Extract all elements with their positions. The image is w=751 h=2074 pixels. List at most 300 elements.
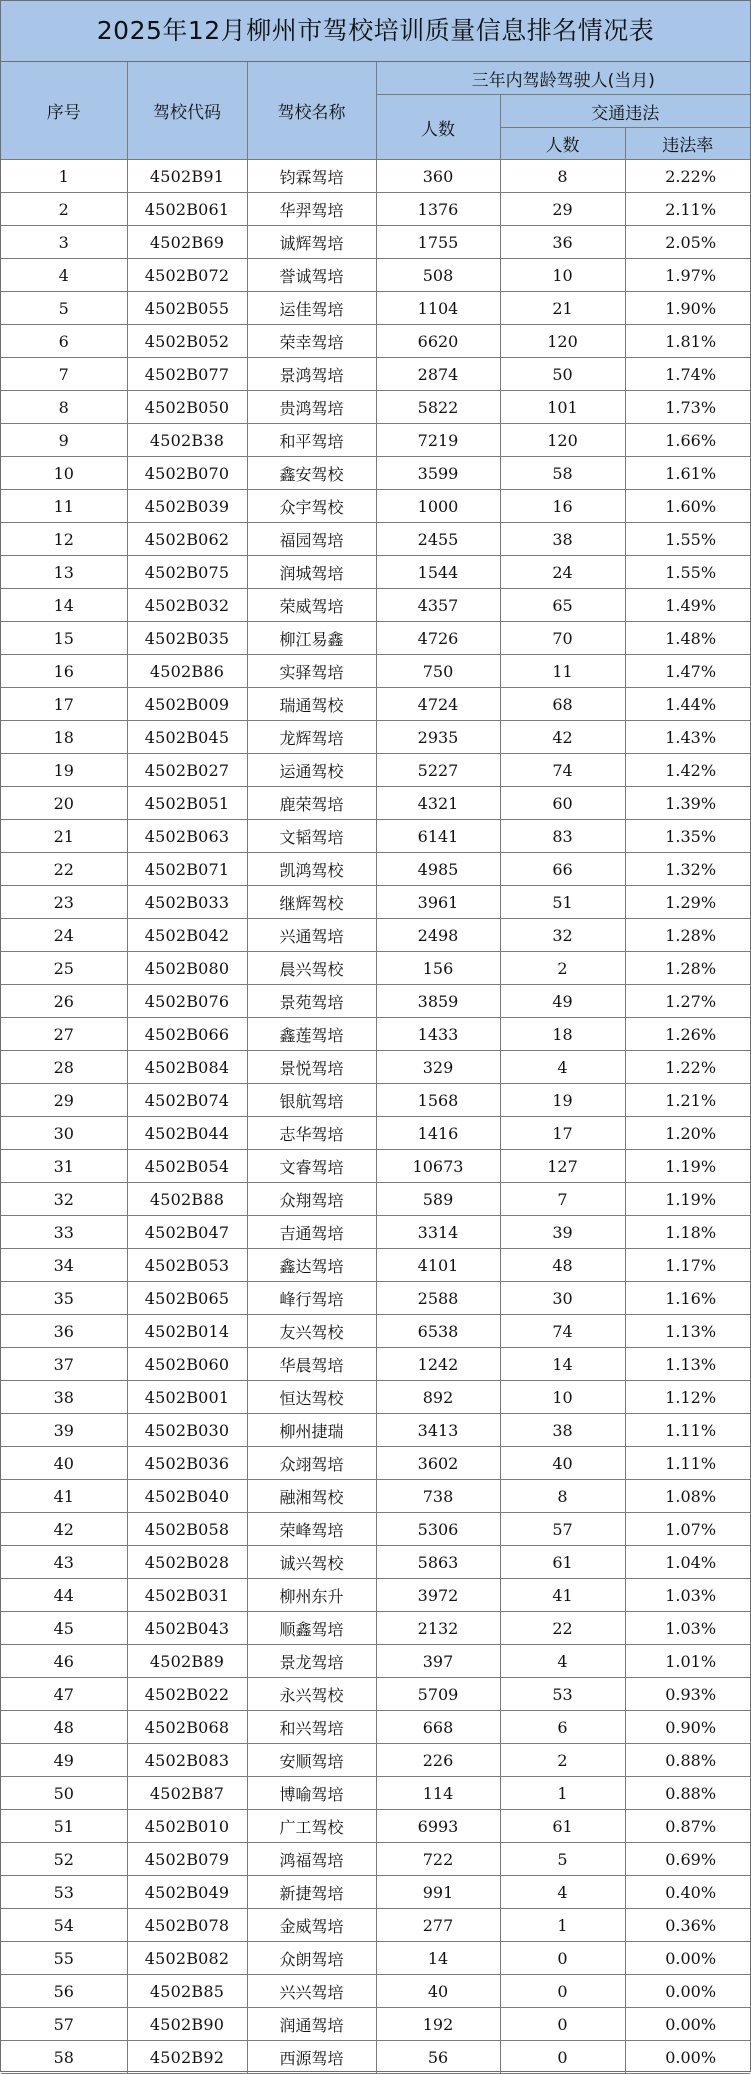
cell-school-code: 4502B072 xyxy=(127,259,247,292)
cell-seq: 16 xyxy=(1,655,127,688)
cell-violation-rate: 1.19% xyxy=(625,1150,750,1183)
cell-school-code: 4502B052 xyxy=(127,325,247,358)
header-driver-count: 人数 xyxy=(376,95,500,160)
cell-driver-count: 1104 xyxy=(376,292,500,325)
cell-school-name: 新捷驾培 xyxy=(247,1876,376,1909)
cell-violation-count: 0 xyxy=(500,1975,625,2008)
cell-school-name: 众翔驾培 xyxy=(247,1183,376,1216)
cell-school-code: 4502B068 xyxy=(127,1711,247,1744)
cell-school-name: 众朗驾培 xyxy=(247,1942,376,1975)
cell-school-code: 4502B080 xyxy=(127,952,247,985)
cell-violation-count: 49 xyxy=(500,985,625,1018)
cell-driver-count: 991 xyxy=(376,1876,500,1909)
cell-school-name: 融湘驾校 xyxy=(247,1480,376,1513)
cell-violation-rate: 1.44% xyxy=(625,688,750,721)
cell-driver-count: 3599 xyxy=(376,457,500,490)
cell-driver-count: 508 xyxy=(376,259,500,292)
header-school-name: 驾校名称 xyxy=(247,62,376,160)
cell-seq: 29 xyxy=(1,1084,127,1117)
cell-driver-count: 5863 xyxy=(376,1546,500,1579)
table-row xyxy=(1,688,750,721)
cell-violation-count: 48 xyxy=(500,1249,625,1282)
cell-driver-count: 1433 xyxy=(376,1018,500,1051)
cell-violation-rate: 2.11% xyxy=(625,193,750,226)
cell-driver-count: 1568 xyxy=(376,1084,500,1117)
cell-violation-count: 32 xyxy=(500,919,625,952)
cell-driver-count: 5227 xyxy=(376,754,500,787)
cell-driver-count: 329 xyxy=(376,1051,500,1084)
cell-driver-count: 4357 xyxy=(376,589,500,622)
cell-violation-count: 57 xyxy=(500,1513,625,1546)
cell-violation-rate: 1.61% xyxy=(625,457,750,490)
table-row xyxy=(1,1942,750,1975)
cell-school-code: 4502B054 xyxy=(127,1150,247,1183)
table-row xyxy=(1,919,750,952)
cell-violation-count: 6 xyxy=(500,1711,625,1744)
cell-seq: 26 xyxy=(1,985,127,1018)
cell-violation-count: 2 xyxy=(500,1744,625,1777)
cell-violation-count: 127 xyxy=(500,1150,625,1183)
cell-school-name: 文睿驾培 xyxy=(247,1150,376,1183)
cell-seq: 33 xyxy=(1,1216,127,1249)
cell-seq: 2 xyxy=(1,193,127,226)
cell-driver-count: 226 xyxy=(376,1744,500,1777)
cell-violation-rate: 1.39% xyxy=(625,787,750,820)
cell-driver-count: 3314 xyxy=(376,1216,500,1249)
cell-driver-count: 156 xyxy=(376,952,500,985)
cell-school-code: 4502B084 xyxy=(127,1051,247,1084)
cell-violation-count: 120 xyxy=(500,424,625,457)
cell-violation-count: 10 xyxy=(500,259,625,292)
cell-school-name: 西源驾培 xyxy=(247,2041,376,2074)
cell-seq: 24 xyxy=(1,919,127,952)
cell-violation-count: 61 xyxy=(500,1810,625,1843)
cell-violation-rate: 1.04% xyxy=(625,1546,750,1579)
cell-seq: 25 xyxy=(1,952,127,985)
cell-school-code: 4502B078 xyxy=(127,1909,247,1942)
table-row xyxy=(1,424,750,457)
cell-school-code: 4502B053 xyxy=(127,1249,247,1282)
cell-school-name: 友兴驾校 xyxy=(247,1315,376,1348)
cell-violation-count: 53 xyxy=(500,1678,625,1711)
cell-violation-count: 83 xyxy=(500,820,625,853)
cell-seq: 18 xyxy=(1,721,127,754)
cell-school-name: 安顺驾培 xyxy=(247,1744,376,1777)
cell-school-name: 鑫安驾校 xyxy=(247,457,376,490)
cell-violation-count: 36 xyxy=(500,226,625,259)
cell-seq: 43 xyxy=(1,1546,127,1579)
cell-driver-count: 3972 xyxy=(376,1579,500,1612)
cell-violation-count: 101 xyxy=(500,391,625,424)
cell-violation-count: 29 xyxy=(500,193,625,226)
cell-driver-count: 1544 xyxy=(376,556,500,589)
cell-school-name: 博喻驾培 xyxy=(247,1777,376,1810)
cell-school-code: 4502B92 xyxy=(127,2041,247,2074)
cell-violation-rate: 0.00% xyxy=(625,2008,750,2041)
cell-school-code: 4502B045 xyxy=(127,721,247,754)
cell-school-name: 峰行驾培 xyxy=(247,1282,376,1315)
cell-violation-count: 38 xyxy=(500,523,625,556)
cell-violation-rate: 1.90% xyxy=(625,292,750,325)
table-row xyxy=(1,1975,750,2008)
cell-driver-count: 6993 xyxy=(376,1810,500,1843)
cell-violation-count: 61 xyxy=(500,1546,625,1579)
cell-school-name: 龙辉驾培 xyxy=(247,721,376,754)
cell-violation-count: 18 xyxy=(500,1018,625,1051)
cell-violation-count: 4 xyxy=(500,1051,625,1084)
cell-school-code: 4502B027 xyxy=(127,754,247,787)
cell-violation-rate: 0.88% xyxy=(625,1777,750,1810)
table-row xyxy=(1,853,750,886)
cell-school-code: 4502B070 xyxy=(127,457,247,490)
cell-school-name: 鸿福驾培 xyxy=(247,1843,376,1876)
cell-seq: 46 xyxy=(1,1645,127,1678)
table-row xyxy=(1,523,750,556)
cell-violation-count: 2 xyxy=(500,952,625,985)
cell-school-code: 4502B87 xyxy=(127,1777,247,1810)
cell-driver-count: 360 xyxy=(376,160,500,193)
cell-violation-count: 19 xyxy=(500,1084,625,1117)
cell-school-code: 4502B033 xyxy=(127,886,247,919)
cell-seq: 28 xyxy=(1,1051,127,1084)
cell-violation-rate: 1.27% xyxy=(625,985,750,1018)
table-row xyxy=(1,952,750,985)
cell-driver-count: 10673 xyxy=(376,1150,500,1183)
cell-school-name: 荣威驾培 xyxy=(247,589,376,622)
cell-driver-count: 738 xyxy=(376,1480,500,1513)
cell-driver-count: 589 xyxy=(376,1183,500,1216)
cell-school-code: 4502B014 xyxy=(127,1315,247,1348)
cell-driver-count: 2588 xyxy=(376,1282,500,1315)
cell-seq: 20 xyxy=(1,787,127,820)
cell-driver-count: 4101 xyxy=(376,1249,500,1282)
cell-violation-rate: 0.87% xyxy=(625,1810,750,1843)
cell-seq: 57 xyxy=(1,2008,127,2041)
cell-school-name: 文韬驾培 xyxy=(247,820,376,853)
cell-violation-rate: 1.55% xyxy=(625,523,750,556)
cell-seq: 38 xyxy=(1,1381,127,1414)
cell-driver-count: 1755 xyxy=(376,226,500,259)
cell-violation-count: 41 xyxy=(500,1579,625,1612)
cell-driver-count: 3859 xyxy=(376,985,500,1018)
cell-violation-count: 30 xyxy=(500,1282,625,1315)
table-row xyxy=(1,457,750,490)
cell-violation-rate: 1.48% xyxy=(625,622,750,655)
cell-seq: 55 xyxy=(1,1942,127,1975)
cell-school-code: 4502B047 xyxy=(127,1216,247,1249)
cell-violation-count: 14 xyxy=(500,1348,625,1381)
cell-seq: 58 xyxy=(1,2041,127,2074)
cell-driver-count: 722 xyxy=(376,1843,500,1876)
cell-seq: 9 xyxy=(1,424,127,457)
table-row xyxy=(1,490,750,523)
table-header xyxy=(1,62,750,160)
cell-violation-count: 24 xyxy=(500,556,625,589)
cell-seq: 53 xyxy=(1,1876,127,1909)
cell-seq: 42 xyxy=(1,1513,127,1546)
table-row xyxy=(1,1051,750,1084)
cell-seq: 44 xyxy=(1,1579,127,1612)
cell-violation-rate: 1.03% xyxy=(625,1612,750,1645)
cell-violation-count: 0 xyxy=(500,1942,625,1975)
cell-violation-count: 74 xyxy=(500,1315,625,1348)
table-row xyxy=(1,655,750,688)
cell-school-name: 和平驾培 xyxy=(247,424,376,457)
cell-driver-count: 750 xyxy=(376,655,500,688)
header-violations: 交通违法 xyxy=(500,95,750,128)
cell-violation-rate: 1.47% xyxy=(625,655,750,688)
table-row xyxy=(1,1117,750,1150)
table-row xyxy=(1,1612,750,1645)
cell-seq: 36 xyxy=(1,1315,127,1348)
cell-seq: 12 xyxy=(1,523,127,556)
cell-driver-count: 4985 xyxy=(376,853,500,886)
cell-driver-count: 4726 xyxy=(376,622,500,655)
cell-school-code: 4502B063 xyxy=(127,820,247,853)
cell-school-name: 兴通驾培 xyxy=(247,919,376,952)
cell-seq: 30 xyxy=(1,1117,127,1150)
cell-driver-count: 3961 xyxy=(376,886,500,919)
page-title: 2025年12月柳州市驾校培训质量信息排名情况表 xyxy=(1,1,750,62)
cell-seq: 56 xyxy=(1,1975,127,2008)
table-row xyxy=(1,1018,750,1051)
table-row xyxy=(1,820,750,853)
cell-school-code: 4502B030 xyxy=(127,1414,247,1447)
cell-seq: 15 xyxy=(1,622,127,655)
cell-driver-count: 7219 xyxy=(376,424,500,457)
cell-school-name: 鑫达驾培 xyxy=(247,1249,376,1282)
cell-driver-count: 5822 xyxy=(376,391,500,424)
cell-driver-count: 2132 xyxy=(376,1612,500,1645)
cell-driver-count: 1242 xyxy=(376,1348,500,1381)
cell-school-code: 4502B079 xyxy=(127,1843,247,1876)
cell-driver-count: 1416 xyxy=(376,1117,500,1150)
cell-school-code: 4502B074 xyxy=(127,1084,247,1117)
cell-violation-count: 8 xyxy=(500,160,625,193)
table-row xyxy=(1,1546,750,1579)
cell-violation-rate: 1.13% xyxy=(625,1315,750,1348)
cell-seq: 27 xyxy=(1,1018,127,1051)
cell-violation-rate: 1.60% xyxy=(625,490,750,523)
cell-school-code: 4502B058 xyxy=(127,1513,247,1546)
cell-school-name: 继辉驾校 xyxy=(247,886,376,919)
cell-seq: 17 xyxy=(1,688,127,721)
cell-violation-count: 21 xyxy=(500,292,625,325)
cell-school-code: 4502B062 xyxy=(127,523,247,556)
table-row xyxy=(1,259,750,292)
cell-school-name: 景苑驾培 xyxy=(247,985,376,1018)
cell-violation-rate: 1.11% xyxy=(625,1414,750,1447)
cell-school-code: 4502B88 xyxy=(127,1183,247,1216)
cell-school-name: 荣峰驾培 xyxy=(247,1513,376,1546)
table-row xyxy=(1,1414,750,1447)
cell-seq: 10 xyxy=(1,457,127,490)
cell-driver-count: 2935 xyxy=(376,721,500,754)
cell-violation-count: 42 xyxy=(500,721,625,754)
cell-driver-count: 192 xyxy=(376,2008,500,2041)
cell-violation-rate: 1.17% xyxy=(625,1249,750,1282)
table-row xyxy=(1,1348,750,1381)
cell-violation-count: 65 xyxy=(500,589,625,622)
cell-violation-rate: 0.40% xyxy=(625,1876,750,1909)
table-row xyxy=(1,1183,750,1216)
cell-driver-count: 1376 xyxy=(376,193,500,226)
cell-violation-rate: 1.55% xyxy=(625,556,750,589)
cell-violation-count: 120 xyxy=(500,325,625,358)
cell-violation-count: 40 xyxy=(500,1447,625,1480)
cell-school-code: 4502B85 xyxy=(127,1975,247,2008)
cell-violation-count: 74 xyxy=(500,754,625,787)
cell-violation-rate: 0.90% xyxy=(625,1711,750,1744)
cell-school-code: 4502B051 xyxy=(127,787,247,820)
cell-violation-rate: 1.11% xyxy=(625,1447,750,1480)
cell-school-name: 众宇驾校 xyxy=(247,490,376,523)
cell-violation-count: 0 xyxy=(500,2041,625,2074)
table-row xyxy=(1,1315,750,1348)
cell-school-code: 4502B050 xyxy=(127,391,247,424)
cell-school-code: 4502B042 xyxy=(127,919,247,952)
cell-violation-rate: 1.13% xyxy=(625,1348,750,1381)
cell-seq: 13 xyxy=(1,556,127,589)
cell-seq: 22 xyxy=(1,853,127,886)
cell-driver-count: 40 xyxy=(376,1975,500,2008)
cell-school-name: 兴兴驾培 xyxy=(247,1975,376,2008)
cell-violation-rate: 1.21% xyxy=(625,1084,750,1117)
cell-school-code: 4502B071 xyxy=(127,853,247,886)
cell-violation-count: 1 xyxy=(500,1909,625,1942)
table-row xyxy=(1,160,750,193)
cell-seq: 7 xyxy=(1,358,127,391)
cell-school-code: 4502B039 xyxy=(127,490,247,523)
cell-school-code: 4502B043 xyxy=(127,1612,247,1645)
cell-seq: 49 xyxy=(1,1744,127,1777)
cell-driver-count: 5306 xyxy=(376,1513,500,1546)
table-row xyxy=(1,1381,750,1414)
cell-school-code: 4502B91 xyxy=(127,160,247,193)
cell-violation-count: 70 xyxy=(500,622,625,655)
table-row xyxy=(1,886,750,919)
cell-violation-rate: 0.00% xyxy=(625,1942,750,1975)
cell-school-code: 4502B028 xyxy=(127,1546,247,1579)
header-school-code: 驾校代码 xyxy=(127,62,247,160)
cell-driver-count: 14 xyxy=(376,1942,500,1975)
cell-school-name: 和兴驾培 xyxy=(247,1711,376,1744)
table-row xyxy=(1,2008,750,2041)
cell-school-name: 景鸿驾培 xyxy=(247,358,376,391)
cell-seq: 32 xyxy=(1,1183,127,1216)
table-row xyxy=(1,1777,750,1810)
cell-violation-rate: 1.12% xyxy=(625,1381,750,1414)
cell-school-name: 柳州东升 xyxy=(247,1579,376,1612)
cell-violation-count: 60 xyxy=(500,787,625,820)
cell-school-name: 鑫莲驾培 xyxy=(247,1018,376,1051)
cell-driver-count: 1000 xyxy=(376,490,500,523)
cell-seq: 48 xyxy=(1,1711,127,1744)
cell-violation-count: 50 xyxy=(500,358,625,391)
cell-driver-count: 6141 xyxy=(376,820,500,853)
cell-school-name: 顺鑫驾培 xyxy=(247,1612,376,1645)
ranking-table xyxy=(1,62,750,2074)
cell-violation-rate: 1.43% xyxy=(625,721,750,754)
cell-school-name: 运通驾校 xyxy=(247,754,376,787)
cell-seq: 37 xyxy=(1,1348,127,1381)
cell-driver-count: 668 xyxy=(376,1711,500,1744)
header-violation-rate: 违法率 xyxy=(625,128,750,160)
header-seq: 序号 xyxy=(1,62,127,160)
cell-school-name: 运佳驾培 xyxy=(247,292,376,325)
cell-violation-count: 7 xyxy=(500,1183,625,1216)
table-row xyxy=(1,556,750,589)
cell-violation-count: 1 xyxy=(500,1777,625,1810)
table-row xyxy=(1,1480,750,1513)
cell-driver-count: 2874 xyxy=(376,358,500,391)
cell-violation-count: 58 xyxy=(500,457,625,490)
cell-violation-rate: 0.00% xyxy=(625,1975,750,2008)
cell-driver-count: 277 xyxy=(376,1909,500,1942)
cell-school-code: 4502B010 xyxy=(127,1810,247,1843)
cell-violation-count: 51 xyxy=(500,886,625,919)
cell-seq: 45 xyxy=(1,1612,127,1645)
cell-seq: 41 xyxy=(1,1480,127,1513)
table-row xyxy=(1,1150,750,1183)
cell-violation-rate: 1.28% xyxy=(625,919,750,952)
cell-violation-rate: 0.93% xyxy=(625,1678,750,1711)
cell-school-code: 4502B075 xyxy=(127,556,247,589)
cell-driver-count: 2455 xyxy=(376,523,500,556)
cell-seq: 5 xyxy=(1,292,127,325)
table-row xyxy=(1,1249,750,1282)
cell-violation-count: 4 xyxy=(500,1645,625,1678)
cell-school-name: 福园驾培 xyxy=(247,523,376,556)
cell-school-code: 4502B066 xyxy=(127,1018,247,1051)
cell-driver-count: 4724 xyxy=(376,688,500,721)
cell-seq: 31 xyxy=(1,1150,127,1183)
cell-violation-rate: 1.42% xyxy=(625,754,750,787)
cell-school-name: 柳州捷瑞 xyxy=(247,1414,376,1447)
cell-school-name: 金威驾培 xyxy=(247,1909,376,1942)
cell-violation-rate: 1.29% xyxy=(625,886,750,919)
header-violation-count: 人数 xyxy=(500,128,625,160)
table-row xyxy=(1,1645,750,1678)
cell-driver-count: 6538 xyxy=(376,1315,500,1348)
cell-driver-count: 892 xyxy=(376,1381,500,1414)
cell-school-name: 华晨驾培 xyxy=(247,1348,376,1381)
cell-school-name: 恒达驾校 xyxy=(247,1381,376,1414)
cell-violation-rate: 1.22% xyxy=(625,1051,750,1084)
cell-school-code: 4502B055 xyxy=(127,292,247,325)
cell-school-code: 4502B86 xyxy=(127,655,247,688)
table-row xyxy=(1,985,750,1018)
cell-violation-count: 17 xyxy=(500,1117,625,1150)
table-row xyxy=(1,2041,750,2074)
table-row xyxy=(1,787,750,820)
cell-violation-rate: 1.03% xyxy=(625,1579,750,1612)
cell-violation-count: 10 xyxy=(500,1381,625,1414)
cell-driver-count: 3413 xyxy=(376,1414,500,1447)
cell-violation-rate: 1.73% xyxy=(625,391,750,424)
table-row xyxy=(1,1876,750,1909)
cell-violation-rate: 1.74% xyxy=(625,358,750,391)
table-row xyxy=(1,589,750,622)
cell-violation-rate: 1.28% xyxy=(625,952,750,985)
cell-school-code: 4502B032 xyxy=(127,589,247,622)
cell-seq: 1 xyxy=(1,160,127,193)
cell-seq: 3 xyxy=(1,226,127,259)
cell-violation-rate: 1.07% xyxy=(625,1513,750,1546)
cell-seq: 50 xyxy=(1,1777,127,1810)
cell-school-code: 4502B083 xyxy=(127,1744,247,1777)
cell-school-name: 广工驾校 xyxy=(247,1810,376,1843)
